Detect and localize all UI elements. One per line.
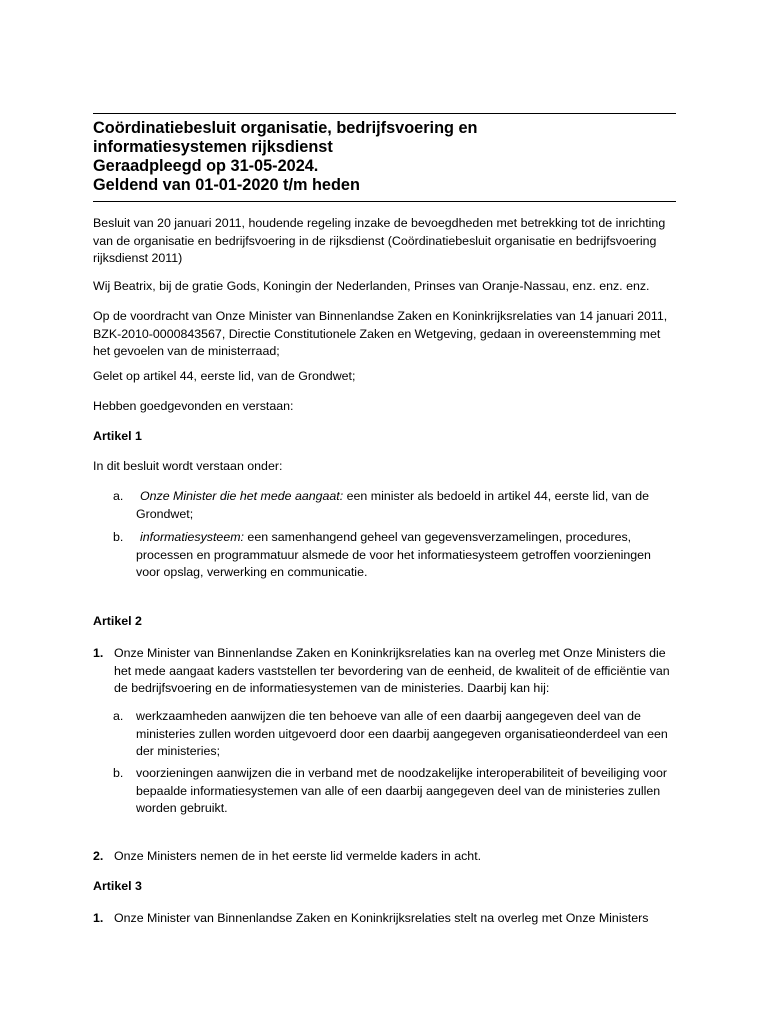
definition-body: een samenhangend geheel van gegevensverzamelingen, procedures, processen en programmatuur alsmede de voor het informatiesysteem getroffen voorzieningen voor opslag, verwerking en communicatie. — [136, 530, 651, 579]
artikel-2-heading: Artikel 2 — [93, 614, 142, 628]
lid-marker: 1. — [93, 911, 104, 925]
list-marker: b. — [113, 766, 124, 780]
gelet-paragraph: Gelet op artikel 44, eerste lid, van de Grondwet; — [93, 369, 356, 383]
hebben-paragraph: Hebben goedgevonden en verstaan: — [93, 399, 294, 413]
definition-term: Onze Minister die het mede aangaat: — [140, 489, 344, 503]
consulted-date: Geraadpleegd op 31-05-2024. — [93, 157, 319, 175]
lid-marker: 2. — [93, 849, 104, 863]
list-marker: a. — [113, 709, 124, 723]
document-title-line-2: informatiesystemen rijksdienst — [93, 138, 333, 156]
header-top-rule — [93, 113, 676, 114]
lid-text: Onze Ministers nemen de in het eerste lid vermelde kaders in acht. — [114, 849, 482, 863]
item-text: werkzaamheden aanwijzen die ten behoeve van alle of een daarbij aangegeven deel van de ministeries zullen worden uitgevoerd door een daarbij aangegeven organisatieonderdeel van een der ministeries; — [136, 709, 668, 758]
list-marker: b. — [113, 530, 124, 544]
header-bottom-rule — [93, 201, 676, 202]
voordracht-paragraph: Op de voordracht van Onze Minister van Binnenlandse Zaken en Koninkrijksrelaties van 14 januari 2011, BZK-2010-0000843567, Directie Constitutionele Zaken en Wetgeving, gedaan in overeenstemming met het gevoelen van de ministerraad; — [93, 309, 668, 358]
validity-period: Geldend van 01-01-2020 t/m heden — [93, 176, 360, 194]
artikel-3-heading: Artikel 3 — [93, 879, 142, 893]
lid-text: Onze Minister van Binnenlandse Zaken en Koninkrijksrelaties stelt na overleg met Onze Ministers — [114, 911, 649, 925]
lid-text: Onze Minister van Binnenlandse Zaken en Koninkrijksrelaties kan na overleg met Onze Ministers die het mede aangaat kaders vaststellen ter bevordering van de eenheid, de kwaliteit of de efficiëntie van de bedrijfsvoering en de informatiesystemen van de ministeries. Daarbij kan hij: — [114, 646, 670, 695]
item-text: voorzieningen aanwijzen die in verband met de noodzakelijke interoperabiliteit of beveiliging voor bepaalde informatiesystemen van alle of een daarbij aangegeven deel van de ministeries zullen worden gebruikt. — [136, 766, 668, 815]
artikel-1-heading: Artikel 1 — [93, 429, 142, 443]
document-header — [93, 119, 676, 195]
definition-term: informatiesysteem: — [140, 530, 244, 544]
lid-marker: 1. — [93, 646, 104, 660]
definition-body: een minister als bedoeld in artikel 44, eerste lid, van de Grondwet; — [136, 489, 649, 521]
definition-text — [136, 529, 676, 582]
definition-text — [136, 488, 676, 523]
document-title-line-1: Coördinatiebesluit organisatie, bedrijfsvoering en — [93, 119, 478, 137]
besluit-paragraph: Besluit van 20 januari 2011, houdende regeling inzake de bevoegdheden met betrekking tot de inrichting van de organisatie en bedrijfsvoering in de rijksdienst (Coördinatiebesluit organisatie en bedrijfsvoering rijksdienst 2011) — [93, 216, 666, 265]
wij-paragraph: Wij Beatrix, bij de gratie Gods, Koningin der Nederlanden, Prinses van Oranje-Nassau, enz. enz. enz. — [93, 279, 650, 293]
list-marker: a. — [113, 489, 124, 503]
artikel-1-intro: In dit besluit wordt verstaan onder: — [93, 459, 283, 473]
